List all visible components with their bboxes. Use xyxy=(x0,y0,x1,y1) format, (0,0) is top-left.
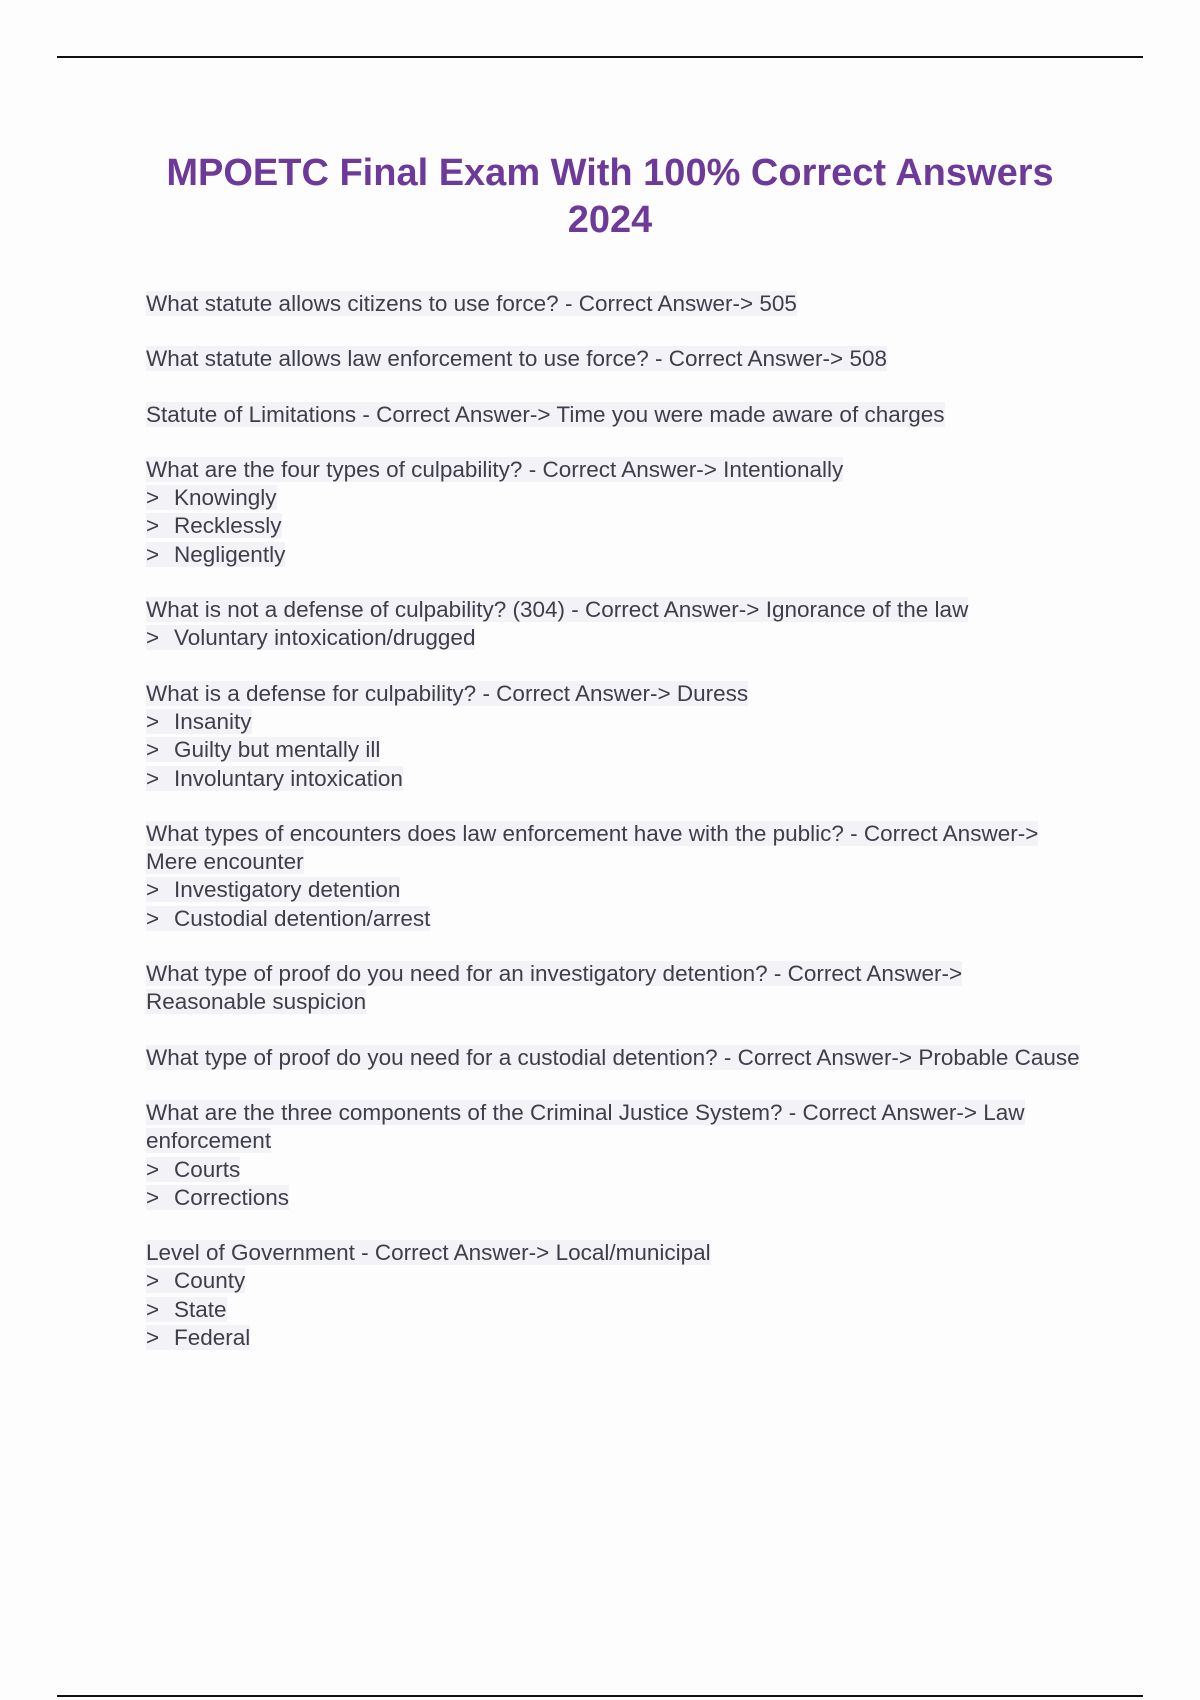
bottom-rule xyxy=(57,1695,1143,1697)
bullet-arrow-icon: > xyxy=(146,625,160,651)
answer-separator: - Correct Answer-> xyxy=(782,1099,984,1125)
answer-text: Ignorance of the law xyxy=(765,597,969,623)
bullet-arrow-icon: > xyxy=(146,1156,160,1182)
bullet-arrow-icon: > xyxy=(146,1296,160,1322)
extra-text: County xyxy=(174,1268,246,1294)
bullet-arrow-icon: > xyxy=(146,1325,160,1351)
qa-highlight xyxy=(146,1240,711,1265)
qa-item xyxy=(146,1239,1086,1352)
question-text: Statute of Limitations xyxy=(146,401,357,427)
extra-text: Investigatory detention xyxy=(174,877,401,903)
answer-text: Probable Cause xyxy=(918,1044,1080,1070)
question-text: What are the four types of culpability? xyxy=(146,456,523,482)
qa-item xyxy=(146,345,1086,373)
answer-separator: - Correct Answer-> xyxy=(558,291,760,316)
extra-highlight xyxy=(146,1185,289,1210)
extra-highlight xyxy=(146,1325,250,1350)
extra-text: Custodial detention/arrest xyxy=(174,905,431,931)
extra-text: Involuntary intoxication xyxy=(174,765,403,791)
bullet-arrow-icon: > xyxy=(146,765,160,791)
answer-text: Reasonable suspicion xyxy=(146,989,367,1015)
qa-main-line xyxy=(146,1099,1086,1156)
extra-highlight xyxy=(146,906,430,931)
qa-item xyxy=(146,290,1086,318)
extra-text: Insanity xyxy=(174,708,252,734)
qa-item xyxy=(146,820,1086,933)
extra-text: Courts xyxy=(174,1156,241,1182)
qa-item xyxy=(146,1044,1086,1072)
qa-list xyxy=(146,290,1086,1379)
answer-text: Local/municipal xyxy=(555,1240,711,1266)
answer-separator: - Correct Answer-> xyxy=(476,680,677,706)
extra-highlight xyxy=(146,709,252,734)
question-text: What type of proof do you need for an investigatory detention? xyxy=(146,961,768,987)
answer-separator: - Correct Answer-> xyxy=(522,456,724,482)
answer-extra-item xyxy=(146,1296,1086,1324)
qa-highlight xyxy=(146,681,748,706)
answer-separator: - Correct Answer-> xyxy=(354,1240,556,1266)
qa-highlight xyxy=(146,346,887,371)
answer-separator: - Correct Answer-> xyxy=(717,1044,919,1070)
answer-extra-item xyxy=(146,765,1086,793)
answer-text: Mere encounter xyxy=(146,849,304,875)
bullet-arrow-icon: > xyxy=(146,485,160,511)
question-text: What is not a defense of culpability? (304) xyxy=(146,597,565,623)
qa-item xyxy=(146,401,1086,429)
answer-extra-item xyxy=(146,1267,1086,1295)
top-rule xyxy=(57,56,1143,58)
bullet-arrow-icon: > xyxy=(146,905,160,931)
answer-text: Time you were made aware of charges xyxy=(556,401,945,427)
extra-text: Voluntary intoxication/drugged xyxy=(174,625,476,651)
answer-extra-item xyxy=(146,1324,1086,1352)
answer-text: Duress xyxy=(676,680,749,706)
answer-extra-item xyxy=(146,624,1086,652)
extra-highlight xyxy=(146,1268,245,1293)
bullet-arrow-icon: > xyxy=(146,737,160,763)
extra-text: State xyxy=(174,1296,227,1322)
answer-separator: - Correct Answer-> xyxy=(767,961,963,987)
question-text: What statute allows law enforcement to use force? xyxy=(146,346,649,372)
answer-extra-item xyxy=(146,1184,1086,1212)
answer-extra-item xyxy=(146,484,1086,512)
qa-main-line xyxy=(146,680,1086,708)
extra-highlight xyxy=(146,1157,240,1182)
qa-main-line xyxy=(146,401,1086,429)
qa-highlight xyxy=(146,1100,1025,1153)
qa-highlight xyxy=(146,597,968,622)
bullet-arrow-icon: > xyxy=(146,708,160,734)
answer-text: 508 xyxy=(849,346,887,372)
extra-highlight xyxy=(146,766,403,791)
bullet-arrow-icon: > xyxy=(146,513,160,539)
extra-text: Guilty but mentally ill xyxy=(174,737,381,763)
extra-text: Knowingly xyxy=(174,485,277,511)
bullet-arrow-icon: > xyxy=(146,541,160,567)
extra-text: Federal xyxy=(174,1325,251,1351)
bullet-arrow-icon: > xyxy=(146,1268,160,1294)
answer-text: 505 xyxy=(759,291,797,316)
qa-item xyxy=(146,680,1086,793)
qa-main-line xyxy=(146,820,1086,877)
question-text: What statute allows citizens to use force? xyxy=(146,291,559,316)
question-text: What is a defense for culpability? xyxy=(146,680,477,706)
qa-highlight xyxy=(146,821,1038,874)
extra-text: Recklessly xyxy=(174,513,282,539)
answer-extra-item xyxy=(146,905,1086,933)
bullet-arrow-icon: > xyxy=(146,1184,160,1210)
answer-extra-item xyxy=(146,736,1086,764)
extra-highlight xyxy=(146,513,282,538)
extra-highlight xyxy=(146,625,475,650)
qa-item xyxy=(146,1099,1086,1212)
answer-extra-item xyxy=(146,708,1086,736)
answer-separator: - Correct Answer-> xyxy=(565,597,766,623)
bullet-arrow-icon: > xyxy=(146,877,160,903)
qa-highlight xyxy=(146,457,843,482)
question-text: What types of encounters does law enforcement have with the public? xyxy=(146,820,844,846)
question-text: What are the three components of the Criminal Justice System? xyxy=(146,1099,783,1125)
qa-main-line xyxy=(146,596,1086,624)
qa-item xyxy=(146,596,1086,653)
extra-highlight xyxy=(146,877,400,902)
extra-text: Negligently xyxy=(174,541,286,567)
answer-extra-item xyxy=(146,541,1086,569)
qa-highlight xyxy=(146,1045,1080,1070)
qa-main-line xyxy=(146,1239,1086,1267)
qa-main-line xyxy=(146,456,1086,484)
answer-text: Law enforcement xyxy=(146,1099,1025,1154)
qa-highlight xyxy=(146,402,945,427)
qa-main-line xyxy=(146,960,1086,1017)
extra-highlight xyxy=(146,737,380,762)
extra-highlight xyxy=(146,485,277,510)
question-text: Level of Government xyxy=(146,1240,355,1266)
qa-main-line xyxy=(146,345,1086,373)
qa-main-line xyxy=(146,290,1086,318)
qa-highlight xyxy=(146,291,797,316)
answer-extra-item xyxy=(146,1156,1086,1184)
qa-highlight xyxy=(146,961,962,1014)
extra-highlight xyxy=(146,1297,227,1322)
qa-item xyxy=(146,960,1086,1017)
answer-separator: - Correct Answer-> xyxy=(843,820,1039,846)
qa-main-line xyxy=(146,1044,1086,1072)
extra-text: Corrections xyxy=(174,1184,290,1210)
document-title: MPOETC Final Exam With 100% Correct Answers 2024 xyxy=(166,152,1054,241)
answer-text: Intentionally xyxy=(723,456,844,482)
question-text: What type of proof do you need for a custodial detention? xyxy=(146,1044,718,1070)
answer-separator: - Correct Answer-> xyxy=(648,346,850,372)
answer-extra-item xyxy=(146,512,1086,540)
qa-item xyxy=(146,456,1086,569)
extra-highlight xyxy=(146,542,285,567)
answer-extra-item xyxy=(146,876,1086,904)
answer-separator: - Correct Answer-> xyxy=(356,401,557,427)
